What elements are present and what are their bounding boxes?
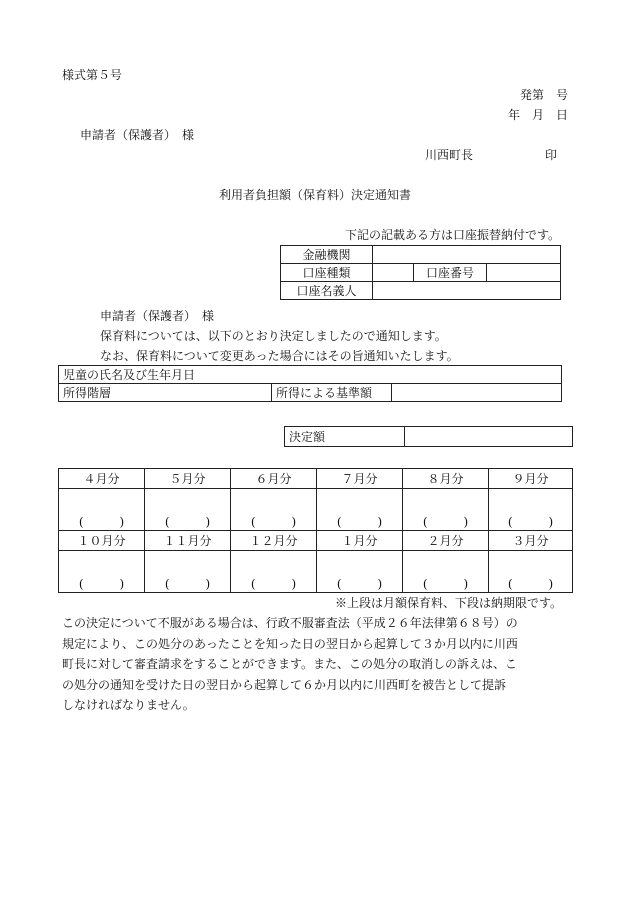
month-header-row: [59, 531, 573, 551]
month-cell: [403, 551, 489, 593]
issuer-name: 川西町長: [425, 148, 474, 162]
account-note: 下記の記載ある方は口座振替納付です。: [344, 228, 560, 242]
month-value-row: [59, 489, 573, 531]
due-date-paren: ( ): [164, 515, 211, 529]
month-label: ４月分: [59, 469, 145, 489]
appeal-line: 規定により、この処分のあったことを知った日の翌日から起算して３か月以内に川西: [62, 636, 518, 651]
month-label: １２月分: [231, 531, 317, 551]
appeal-line: の処分の通知を受けた日の翌日から起算して６か月以内に川西町を被告として提訴: [62, 677, 507, 692]
due-date-paren: ( ): [78, 515, 125, 529]
month-cell: [231, 551, 317, 593]
due-date-paren: ( ): [250, 577, 297, 591]
bank-value: [373, 246, 561, 264]
account-type-value: [373, 264, 414, 282]
month-header-row: [59, 469, 573, 489]
month-cell: [145, 551, 231, 593]
month-label: ８月分: [403, 469, 489, 489]
month-cell: [59, 551, 145, 593]
due-date-paren: ( ): [78, 577, 125, 591]
month-label: ５月分: [145, 469, 231, 489]
account-holder-label: 口座名義人: [281, 282, 373, 300]
month-label: ６月分: [231, 469, 317, 489]
month-value-row: [59, 551, 573, 593]
month-label: ９月分: [489, 469, 573, 489]
decision-value: [405, 427, 573, 447]
due-date-paren: ( ): [422, 515, 469, 529]
issue-number: 発第 号: [519, 88, 568, 102]
issue-date: 年 月 日: [507, 108, 568, 122]
month-cell: [231, 489, 317, 531]
decision-label: 決定額: [285, 427, 405, 447]
due-date-paren: ( ): [336, 515, 383, 529]
notice-line-2: なお、保育料について変更あった場合にはその旨通知いたします。: [100, 349, 459, 363]
due-date-paren: ( ): [422, 577, 469, 591]
form-number: 様式第５号: [62, 68, 123, 82]
seal-mark: 印: [545, 148, 558, 162]
month-label: ７月分: [317, 469, 403, 489]
month-label: １０月分: [59, 531, 145, 551]
appeal-line: しなければなりません。: [62, 698, 195, 712]
applicant-salutation: 申請者（保護者） 様: [80, 128, 195, 142]
month-cell: [489, 551, 573, 593]
notice-line-1: 保育料については、以下のとおり決定しましたので通知します。: [100, 329, 447, 343]
child-name-label: 児童の氏名及び生年月日: [59, 366, 562, 384]
due-date-paren: ( ): [507, 577, 554, 591]
appeal-line: 町長に対して審査請求をすることができます。また、この処分の取消しの訴えは、こ: [62, 657, 518, 671]
month-note: ※上段は月額保育料、下段は納期限です。: [334, 596, 562, 610]
due-date-paren: ( ): [507, 515, 554, 529]
income-base-value: [392, 384, 562, 402]
month-cell: [59, 489, 145, 531]
bank-label: 金融機関: [281, 246, 373, 264]
month-cell: [145, 489, 231, 531]
due-date-paren: ( ): [164, 577, 211, 591]
account-type-label: 口座種類: [281, 264, 373, 282]
income-base-label: 所得による基準額: [272, 384, 392, 402]
month-cell: [317, 551, 403, 593]
month-label: １月分: [317, 531, 403, 551]
due-date-paren: ( ): [250, 515, 297, 529]
document-title: 利用者負担額（保育料）決定通知書: [218, 188, 411, 202]
account-table: [280, 245, 561, 300]
appeal-paragraph: [62, 613, 570, 716]
month-cell: [403, 489, 489, 531]
child-table: [58, 365, 562, 402]
month-cell: [489, 489, 573, 531]
month-label: １１月分: [145, 531, 231, 551]
body-salutation: 申請者（保護者） 様: [100, 309, 215, 323]
month-label: ２月分: [403, 531, 489, 551]
account-holder-value: [373, 282, 561, 300]
account-number-value: [487, 264, 561, 282]
due-date-paren: ( ): [336, 577, 383, 591]
month-label: ３月分: [489, 531, 573, 551]
month-cell: [317, 489, 403, 531]
account-number-label: 口座番号: [414, 264, 487, 282]
appeal-line: この決定について不服がある場合は、行政不服審査法（平成２６年法律第６８号）の: [62, 616, 518, 630]
income-tier-label: 所得階層: [59, 384, 272, 402]
monthly-fee-table: [58, 468, 573, 593]
decision-table: [284, 426, 573, 447]
